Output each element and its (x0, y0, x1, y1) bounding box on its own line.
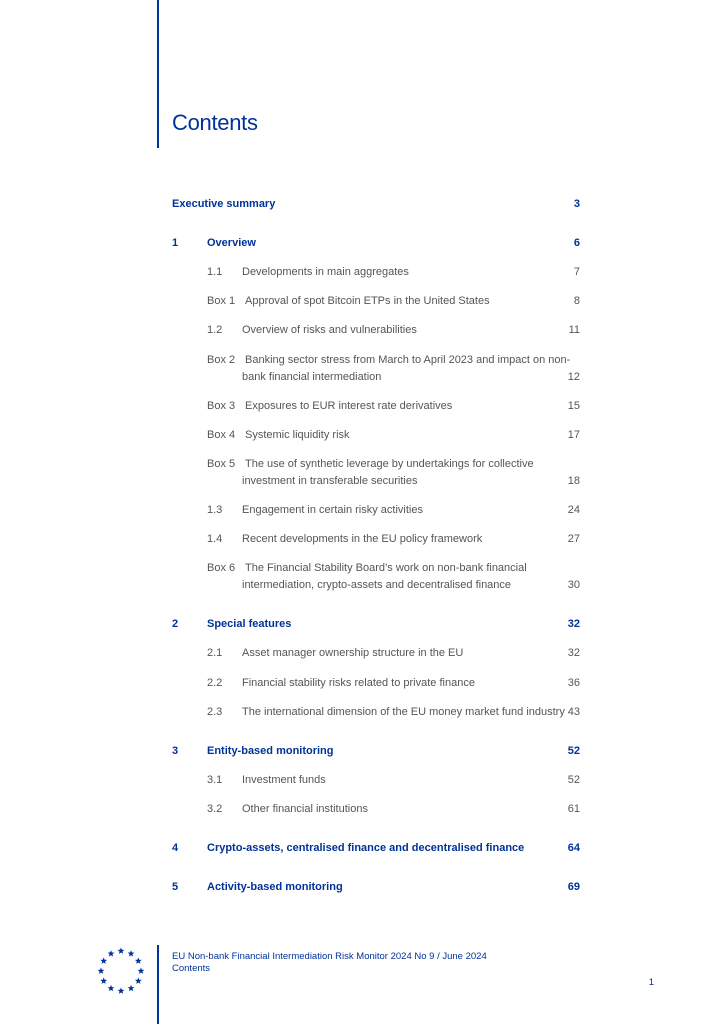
toc-page: 69 (567, 881, 580, 893)
toc-label: The Financial Stability Board’s work on non-bank financial (245, 562, 527, 574)
toc-page: 43 (567, 706, 580, 718)
toc-page: 24 (567, 504, 580, 516)
toc-label: Exposures to EUR interest rate derivatives (245, 400, 453, 412)
star-icon (98, 967, 105, 974)
toc-label: The international dimension of the EU money market fund industry (242, 706, 565, 718)
toc-number: 2.2 (207, 677, 223, 689)
toc-label-continued: bank financial intermediation (242, 371, 382, 383)
toc-label: Other financial institutions (242, 803, 368, 815)
toc-number: 2.3 (207, 706, 223, 718)
footer-section: Contents (172, 963, 211, 974)
toc-number: 3 (172, 745, 179, 757)
toc-page: 8 (573, 295, 580, 307)
toc-number: Box 4 (207, 429, 236, 441)
footer-publication (172, 951, 487, 975)
star-icon (100, 957, 107, 964)
toc-page: 32 (567, 647, 580, 659)
toc-page: 18 (567, 475, 580, 487)
toc-label: Overview of risks and vulnerabilities (242, 324, 417, 336)
toc-label: Overview (207, 237, 256, 249)
eu-stars-icon (94, 945, 148, 997)
toc-label: Executive summary (172, 198, 276, 210)
toc-label: Asset manager ownership structure in the EU (242, 647, 464, 659)
toc-page: 17 (567, 429, 580, 441)
star-icon (108, 950, 115, 957)
toc-label: Banking sector stress from March to April 2023 and impact on non- (245, 354, 571, 366)
toc-label: Special features (207, 618, 292, 630)
star-icon (108, 985, 115, 992)
toc-number: Box 1 (207, 295, 236, 307)
toc-page: 7 (573, 266, 580, 278)
page-number: 1 (648, 977, 654, 988)
toc-number: Box 5 (207, 458, 236, 470)
toc-number: 3.2 (207, 803, 223, 815)
toc-label: Financial stability risks related to private finance (242, 677, 475, 689)
toc-label-continued: intermediation, crypto-assets and decentralised finance (242, 579, 512, 591)
toc-page: 6 (573, 237, 580, 249)
star-icon (135, 957, 142, 964)
toc-label-continued: investment in transferable securities (242, 475, 418, 487)
toc-page: 52 (567, 745, 580, 757)
toc-page: 15 (567, 400, 580, 412)
toc-number: 1.1 (207, 266, 223, 278)
toc-number: 2 (172, 618, 179, 630)
toc-page: 27 (567, 533, 580, 545)
toc-number: Box 6 (207, 562, 236, 574)
toc-label: Approval of spot Bitcoin ETPs in the United States (245, 295, 490, 307)
toc-page: 30 (567, 579, 580, 591)
toc-label: Investment funds (242, 774, 326, 786)
toc-label: Engagement in certain risky activities (242, 504, 423, 516)
star-icon (128, 950, 135, 957)
toc-page: 36 (567, 677, 580, 689)
toc-page: 32 (567, 618, 580, 630)
toc-label: Activity-based monitoring (207, 881, 343, 893)
toc-number: 3.1 (207, 774, 223, 786)
toc-label: Entity-based monitoring (207, 745, 334, 757)
star-icon (100, 977, 107, 984)
toc-number: 1.2 (207, 324, 223, 336)
toc-number: 1 (172, 237, 179, 249)
toc-label: Systemic liquidity risk (245, 429, 350, 441)
toc-number: 5 (172, 881, 179, 893)
toc-page: 11 (568, 324, 580, 336)
toc-number: Box 2 (207, 354, 236, 366)
toc-page: 12 (567, 371, 580, 383)
star-icon (118, 947, 125, 954)
star-icon (135, 977, 142, 984)
toc-number: Box 3 (207, 400, 236, 412)
toc-label: Crypto-assets, centralised finance and decentralised finance (207, 842, 525, 854)
star-icon (118, 987, 125, 994)
toc-label: Recent developments in the EU policy framework (242, 533, 483, 545)
page-title: Contents (172, 110, 258, 135)
toc-page: 64 (567, 842, 580, 854)
toc-number: 2.1 (207, 647, 223, 659)
toc-number: 1.3 (207, 504, 223, 516)
footer-title: EU Non-bank Financial Intermediation Risk Monitor 2024 No 9 / June 2024 (172, 951, 487, 962)
toc-label: The use of synthetic leverage by undertakings for collective (245, 458, 534, 470)
star-icon (128, 985, 135, 992)
star-icon (138, 967, 145, 974)
toc-page: 52 (567, 774, 580, 786)
toc-number: 4 (172, 842, 179, 854)
toc-page: 3 (573, 198, 580, 210)
toc-number: 1.4 (207, 533, 223, 545)
toc-page: 61 (567, 803, 580, 815)
toc-label: Developments in main aggregates (242, 266, 409, 278)
